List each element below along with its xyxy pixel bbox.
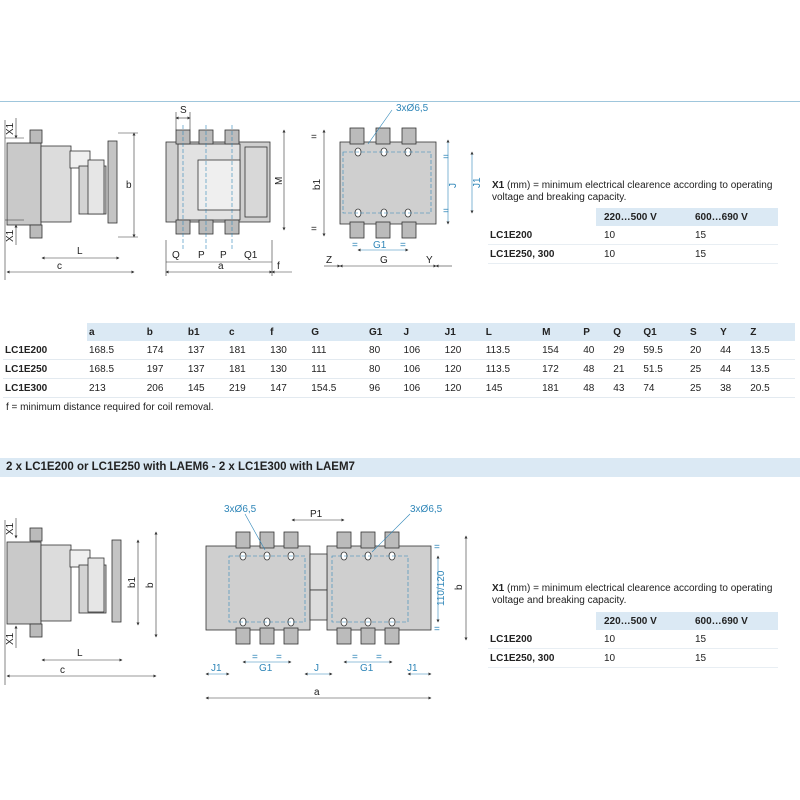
table-row: LC1E200 10 15 bbox=[488, 630, 778, 649]
label-J1: J1 bbox=[472, 177, 483, 188]
table-cell: 113.5 bbox=[484, 360, 540, 379]
table-cell: 80 bbox=[367, 341, 401, 360]
table-cell: 40 bbox=[581, 341, 611, 360]
table-cell: 145 bbox=[484, 379, 540, 398]
label-eq-5: = bbox=[443, 152, 449, 163]
label-b-2: b bbox=[145, 582, 156, 588]
table-cell: 130 bbox=[268, 341, 309, 360]
label-eq-4: = bbox=[400, 240, 406, 251]
section-title: 2 x LC1E200 or LC1E250 with LAEM6 - 2 x LC1E300 with LAEM7 bbox=[0, 458, 800, 477]
row-model: LC1E250 bbox=[3, 360, 87, 379]
table-cell: 154.5 bbox=[309, 379, 367, 398]
label-J: J bbox=[314, 663, 319, 674]
label-110-120: 110/120 bbox=[436, 570, 447, 606]
table-cell: 219 bbox=[227, 379, 268, 398]
label-eq-3: = bbox=[352, 240, 358, 251]
label-Y: Y bbox=[426, 255, 433, 266]
label-a: a bbox=[218, 261, 224, 272]
label-L-2: L bbox=[77, 648, 83, 659]
dims-header-row: a b b1 c f G G1 J J1 L M P Q Q1 S Y Z bbox=[3, 323, 795, 341]
label-a-2: a bbox=[314, 687, 320, 698]
label-X1-bottom-2: X1 bbox=[5, 632, 16, 645]
label-J1-left: J1 bbox=[211, 663, 222, 674]
label-hole-top: 3xØ6,5 bbox=[396, 103, 429, 114]
table-cell: 168.5 bbox=[87, 341, 145, 360]
label-b-right: b bbox=[454, 584, 465, 590]
table-cell: 120 bbox=[443, 341, 484, 360]
front-view bbox=[166, 130, 270, 234]
label-hole-right: 3xØ6,5 bbox=[410, 504, 443, 515]
table-cell: 48 bbox=[581, 379, 611, 398]
label-eq-1: = bbox=[311, 132, 317, 143]
label-c: c bbox=[57, 261, 62, 272]
label-G1: G1 bbox=[373, 240, 387, 251]
table-cell: 130 bbox=[268, 360, 309, 379]
label-eq-b: = bbox=[276, 652, 282, 663]
table-cell: 111 bbox=[309, 360, 367, 379]
table-cell: 106 bbox=[402, 379, 443, 398]
x1-note-top: X1 (mm) = minimum electrical clearence according to operating voltage and breaking capacity. bbox=[492, 180, 773, 203]
table-cell: 44 bbox=[718, 341, 748, 360]
table-row bbox=[3, 379, 795, 398]
table-cell: 181 bbox=[227, 360, 268, 379]
pair-side-view bbox=[7, 528, 121, 637]
rear-view bbox=[340, 128, 436, 238]
pair-dimension-drawing bbox=[0, 490, 800, 730]
table-cell: 20.5 bbox=[748, 379, 795, 398]
label-G1-left: G1 bbox=[259, 663, 273, 674]
table-cell: 154 bbox=[540, 341, 581, 360]
label-X1-top: X1 bbox=[5, 122, 16, 135]
label-eq-d: = bbox=[376, 652, 382, 663]
table-cell: 145 bbox=[186, 379, 227, 398]
table-cell: 137 bbox=[186, 341, 227, 360]
pair-rear-view bbox=[206, 532, 431, 644]
table-cell: 113.5 bbox=[484, 341, 540, 360]
side-view bbox=[7, 130, 117, 238]
label-hole-left: 3xØ6,5 bbox=[224, 504, 257, 515]
table-cell: 120 bbox=[443, 379, 484, 398]
table-cell: 80 bbox=[367, 360, 401, 379]
voltage-table-top bbox=[488, 208, 778, 264]
table-cell: 172 bbox=[540, 360, 581, 379]
row-model: LC1E300 bbox=[3, 379, 87, 398]
label-Q1: Q1 bbox=[244, 250, 258, 261]
label-X1-bottom: X1 bbox=[5, 229, 16, 242]
table-cell: 38 bbox=[718, 379, 748, 398]
label-f: f bbox=[277, 261, 280, 272]
table-cell: 13.5 bbox=[748, 341, 795, 360]
table-cell: 25 bbox=[688, 360, 718, 379]
table-cell: 106 bbox=[402, 360, 443, 379]
label-eq-a: = bbox=[252, 652, 258, 663]
footnote: f = minimum distance required for coil removal. bbox=[6, 402, 214, 413]
table-cell: 197 bbox=[145, 360, 186, 379]
label-b: b bbox=[126, 180, 132, 191]
table-cell: 213 bbox=[87, 379, 145, 398]
label-Z: Z bbox=[326, 255, 333, 266]
table-cell: 13.5 bbox=[748, 360, 795, 379]
label-eq-c: = bbox=[352, 652, 358, 663]
table-row bbox=[3, 341, 795, 360]
row-model: LC1E200 bbox=[3, 341, 87, 360]
vt-header-v2: 600…690 V bbox=[687, 208, 778, 226]
label-P1: P1 bbox=[310, 509, 323, 520]
table-cell: 48 bbox=[581, 360, 611, 379]
table-cell: 25 bbox=[688, 379, 718, 398]
table-cell: 43 bbox=[611, 379, 641, 398]
table-cell: 206 bbox=[145, 379, 186, 398]
label-c-2: c bbox=[60, 665, 65, 676]
x1-note-bottom: X1 (mm) = minimum electrical clearence according to operating voltage and breaking capacity. bbox=[492, 583, 773, 606]
table-row: LC1E250, 300 10 15 bbox=[488, 649, 778, 668]
table-cell: 44 bbox=[718, 360, 748, 379]
label-G1-right: G1 bbox=[360, 663, 374, 674]
label-M: M bbox=[274, 176, 285, 185]
label-eq-f: = bbox=[434, 624, 440, 635]
label-Q: Q bbox=[172, 250, 180, 261]
table-cell: 111 bbox=[309, 341, 367, 360]
table-cell: 59.5 bbox=[641, 341, 688, 360]
table-cell: 51.5 bbox=[641, 360, 688, 379]
label-P-1: P bbox=[198, 250, 205, 261]
label-eq-6: = bbox=[443, 206, 449, 217]
label-L: L bbox=[77, 246, 83, 257]
table-row bbox=[3, 360, 795, 379]
table-cell: 96 bbox=[367, 379, 401, 398]
table-cell: 181 bbox=[227, 341, 268, 360]
table-cell: 174 bbox=[145, 341, 186, 360]
table-cell: 181 bbox=[540, 379, 581, 398]
table-cell: 147 bbox=[268, 379, 309, 398]
table-cell: 20 bbox=[688, 341, 718, 360]
vt-header-blank bbox=[488, 208, 596, 226]
label-eq-e: = bbox=[434, 542, 440, 553]
table-cell: 21 bbox=[611, 360, 641, 379]
label-J1-right: J1 bbox=[407, 663, 418, 674]
label-J: J bbox=[448, 183, 459, 188]
vt-header-v1: 220…500 V bbox=[596, 208, 687, 226]
label-b1-2: b1 bbox=[127, 576, 138, 588]
table-cell: 106 bbox=[402, 341, 443, 360]
voltage-table-bottom: 220…500 V 600…690 V LC1E200 10 15 LC1E250, 300 10 15 bbox=[488, 612, 778, 668]
table-row: LC1E250, 300 10 15 bbox=[488, 245, 778, 264]
table-cell: 168.5 bbox=[87, 360, 145, 379]
label-G: G bbox=[380, 255, 388, 266]
label-b1: b1 bbox=[312, 178, 323, 190]
table-cell: 137 bbox=[186, 360, 227, 379]
label-eq-2: = bbox=[311, 224, 317, 235]
table-cell: 120 bbox=[443, 360, 484, 379]
label-P-2: P bbox=[220, 250, 227, 261]
label-S: S bbox=[180, 105, 187, 116]
table-cell: 74 bbox=[641, 379, 688, 398]
label-X1-top-2: X1 bbox=[5, 522, 16, 535]
dimensions-table bbox=[3, 323, 795, 398]
table-row: LC1E200 10 15 bbox=[488, 226, 778, 245]
table-cell: 29 bbox=[611, 341, 641, 360]
